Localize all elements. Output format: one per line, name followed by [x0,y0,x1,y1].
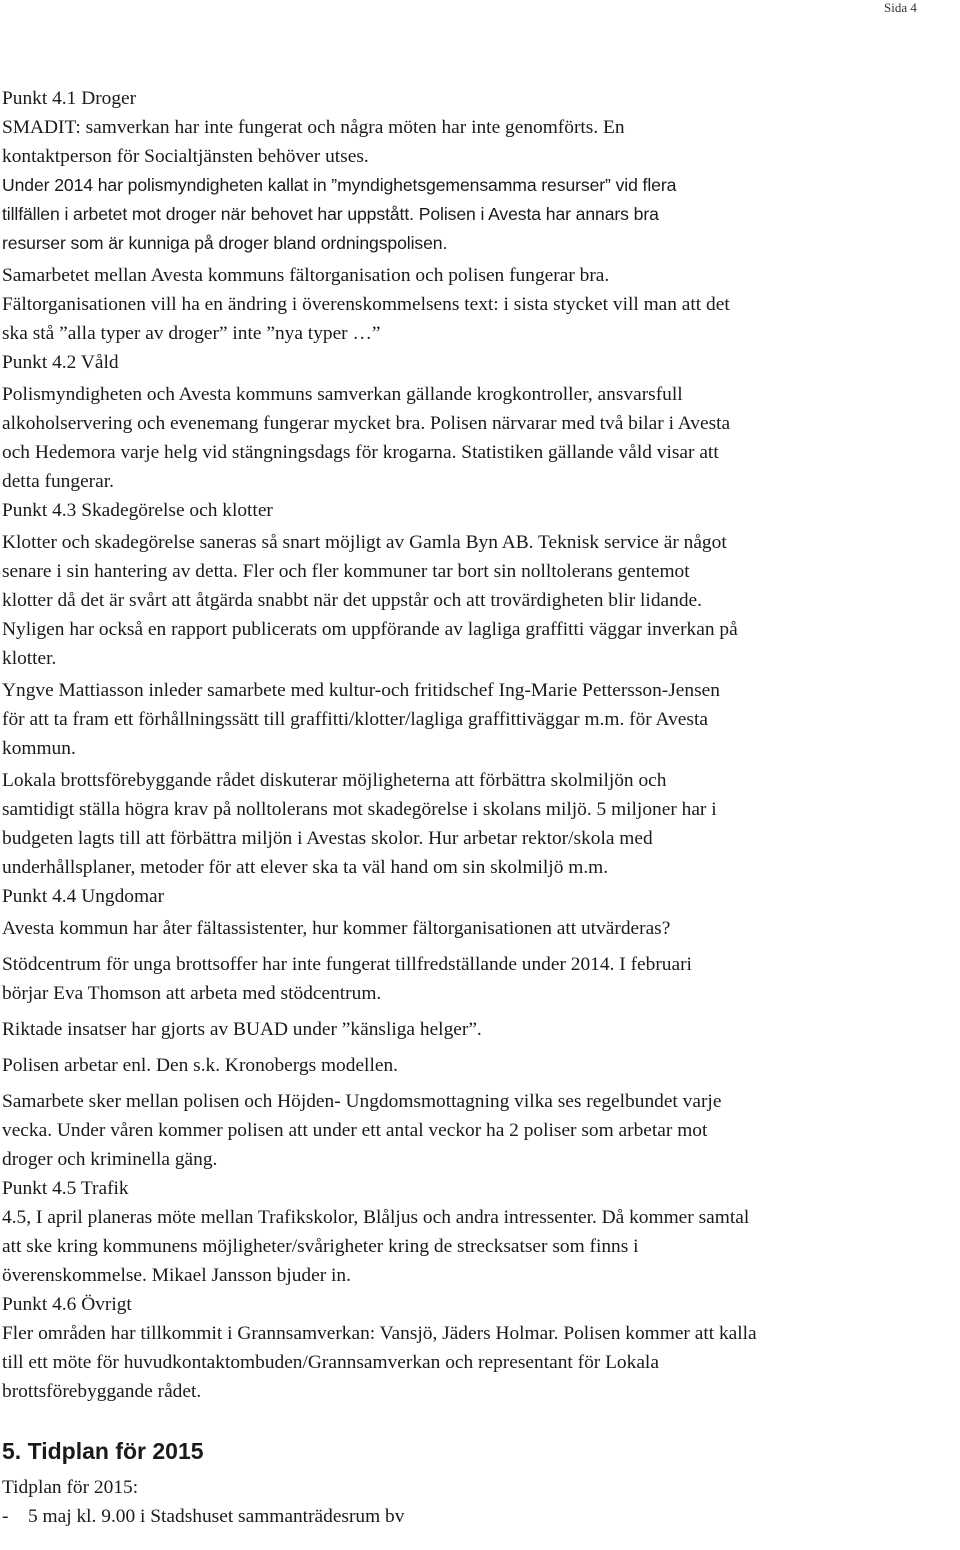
punkt-4-1-heading: Punkt 4.1 Droger [2,88,137,109]
samarbete-paragraph: Samarbetet mellan Avesta kommuns fältorganisation och polisen fungerar bra. [2,265,610,286]
text-line: att ske kring kommunens möjligheter/svårigheter kring de strecksatser som finns i [2,1236,639,1257]
text-line: senare i sin hantering av detta. Fler och fler kommuner tar bort sin nolltolerans gentemot [2,561,690,582]
ovrigt-paragraph [2,1319,958,1406]
text-line: börjar Eva Thomson att arbeta med stödcentrum. [2,983,382,1004]
punkt-4-6-heading: Punkt 4.6 Övrigt [2,1294,132,1315]
text-line: Stödcentrum för unga brottsoffer har inte fungerat tillfredställande under 2014. I februari [2,954,692,975]
text-line: Polismyndigheten och Avesta kommuns samverkan gällande krogkontroller, ansvarsfull [2,384,683,405]
punkt-4-3-heading: Punkt 4.3 Skadegörelse och klotter [2,500,273,521]
punkt-4-2-heading: Punkt 4.2 Våld [2,352,119,373]
text-line: och Hedemora varje helg vid stängningsdags för krogarna. Statistiken gällande våld visar att [2,442,719,463]
text-line: klotter då det är svårt att åtgärda snabbt när det uppstår och att trovärdigheten blir lidande. [2,590,702,611]
text-line: budgeten lagts till att förbättra miljön i Avestas skolor. Hur arbetar rektor/skola med [2,828,653,849]
text-line: för att ta fram ett förhållningssätt till graffitti/klotter/lagliga graffittiväggar m.m. för Avesta [2,709,708,730]
text-line: Klotter och skadegörelse saneras så snart möjligt av Gamla Byn AB. Teknisk service är något [2,532,727,553]
document-body [2,84,958,1531]
text-line: detta fungerar. [2,471,114,492]
klotter-paragraph [2,528,958,673]
yngve-paragraph [2,676,958,763]
text-line: överenskommelse. Mikael Jansson bjuder in. [2,1265,351,1286]
faltorganisation-paragraph [2,290,958,348]
punkt-4-4-heading: Punkt 4.4 Ungdomar [2,886,165,907]
tidplan-bullet [2,1502,958,1531]
text-line: resurser som är kunniga på droger bland ordningspolisen. [2,233,448,253]
text-line: Samarbete sker mellan polisen och Höjden- Ungdomsmottagning vilka ses regelbundet varje [2,1091,722,1112]
text-line: kommun. [2,738,76,759]
hojden-paragraph [2,1087,958,1174]
section-5-heading: 5. Tidplan för 2015 [2,1438,204,1464]
text-line: samtidigt ställa högra krav på nolltolerans mot skadegörelse i skolans miljö. 5 miljoner har i [2,799,717,820]
text-line: Yngve Mattiasson inleder samarbete med kultur-och fritidschef Ing-Marie Pettersson-Jensen [2,680,720,701]
smadit-paragraph [2,113,958,171]
text-line: vecka. Under våren kommer polisen att under ett antal veckor ha 2 poliser som arbetar mot [2,1120,708,1141]
text-line: underhållsplaner, metoder för att elever ska ta väl hand om sin skolmiljö m.m. [2,857,609,878]
vald-paragraph [2,380,958,496]
text-line: alkoholservering och evenemang fungerar mycket bra. Polisen närvarar med två bilar i Avesta [2,413,731,434]
lokala-brottsforebyggande-paragraph [2,766,958,882]
tidplan-intro: Tidplan för 2015: [2,1477,139,1498]
riktade-insatser-paragraph: Riktade insatser har gjorts av BUAD under ”känsliga helger”. [2,1019,482,1040]
page-number: Sida 4 [884,0,917,15]
polismyndighet-paragraph [2,171,958,258]
text-line: 4.5, I april planeras möte mellan Trafikskolor, Blåljus och andra intressenter. Då kommer samtal [2,1207,750,1228]
punkt-4-5-heading: Punkt 4.5 Trafik [2,1178,129,1199]
text-line: Fältorganisationen vill ha en ändring i överenskommelsens text: i sista stycket vill man att det [2,294,730,315]
trafik-paragraph [2,1203,958,1290]
kronobergs-paragraph: Polisen arbetar enl. Den s.k. Kronobergs modellen. [2,1055,398,1076]
text-line: till ett möte för huvudkontaktombuden/Grannsamverkan och representant för Lokala [2,1352,659,1373]
text-line: Lokala brottsförebyggande rådet diskuterar möjligheterna att förbättra skolmiljön och [2,770,667,791]
text-line: Fler områden har tillkommit i Grannsamverkan: Vansjö, Jäders Holmar. Polisen kommer att kalla [2,1323,757,1344]
text-line: SMADIT: samverkan har inte fungerat och några möten har inte genomförts. En [2,117,625,138]
text-line: kontaktperson för Socialtjänsten behöver utses. [2,146,369,167]
faltassistenter-paragraph: Avesta kommun har åter fältassistenter, hur kommer fältorganisationen att utvärderas? [2,918,671,939]
bullet-text: 5 maj kl. 9.00 i Stadshuset sammanträdesrum bv [28,1506,405,1527]
text-line: tillfällen i arbetet mot droger när behovet har uppstått. Polisen i Avesta har annars bra [2,204,659,224]
text-line: Under 2014 har polismyndigheten kallat in ”myndighetsgemensamma resurser” vid flera [2,175,677,195]
text-line: droger och kriminella gäng. [2,1149,218,1170]
text-line: ska stå ”alla typer av droger” inte ”nya typer …” [2,323,381,344]
stodcentrum-paragraph [2,950,958,1008]
text-line: klotter. [2,648,57,669]
bullet-dash: - [2,1506,9,1527]
text-line: Nyligen har också en rapport publicerats om uppförande av lagliga graffitti väggar inverkan på [2,619,738,640]
text-line: brottsförebyggande rådet. [2,1381,202,1402]
